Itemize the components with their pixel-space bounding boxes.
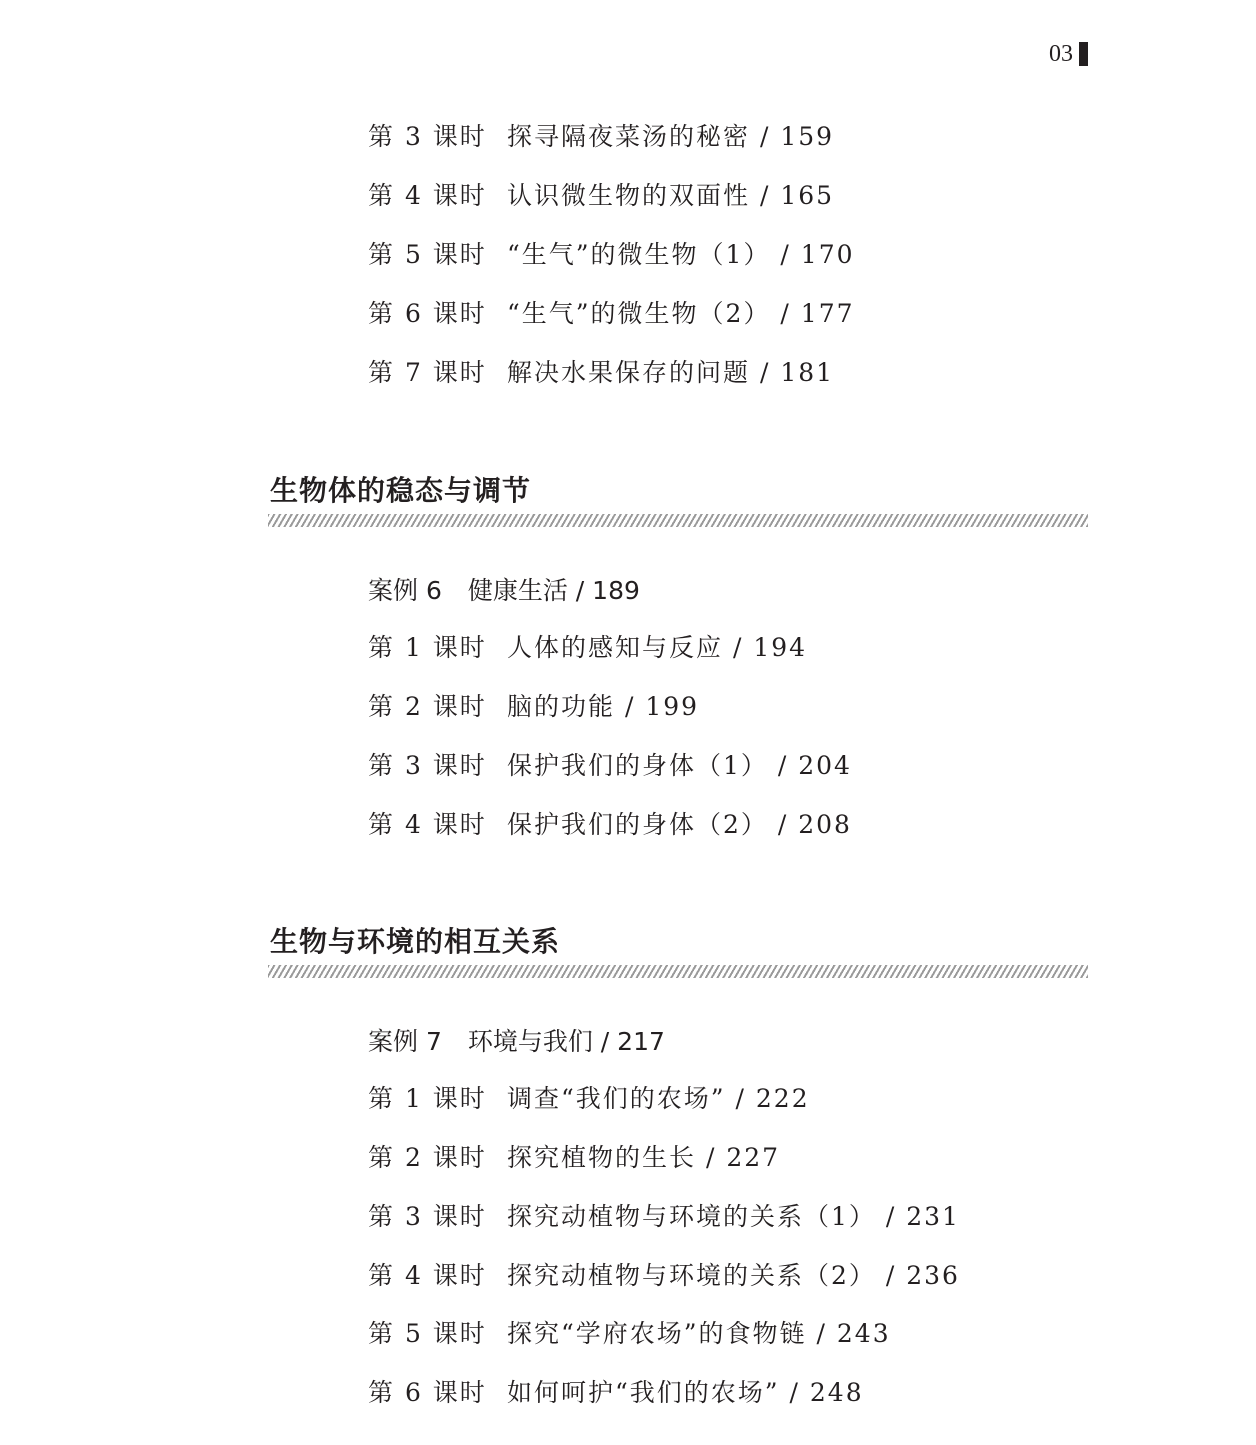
page-number-marker xyxy=(1079,42,1088,66)
lesson-number: 第 1 课时 xyxy=(368,633,487,662)
section-divider xyxy=(268,514,1088,527)
lesson-title: 脑的功能 / 199 xyxy=(507,692,700,721)
lesson-title: 认识微生物的双面性 / 165 xyxy=(507,181,835,210)
toc-entry-lesson[interactable] xyxy=(368,751,852,781)
lesson-number: 第 2 课时 xyxy=(368,1143,487,1172)
toc-entry-lesson[interactable] xyxy=(368,1261,960,1291)
lesson-title: “生气”的微生物（2） / 177 xyxy=(507,299,855,328)
toc-entry-lesson[interactable] xyxy=(368,1143,780,1173)
toc-entry-lesson[interactable] xyxy=(368,1202,960,1232)
lesson-number: 第 6 课时 xyxy=(368,1378,487,1407)
lesson-title: 探究“学府农场”的食物链 / 243 xyxy=(507,1319,891,1348)
lesson-title: 保护我们的身体（1） / 204 xyxy=(507,751,852,780)
case-title: 环境与我们 / 217 xyxy=(467,1027,665,1056)
lesson-number: 第 4 课时 xyxy=(368,1261,487,1290)
section-title: 生物与环境的相互关系 xyxy=(270,925,561,958)
lesson-number: 第 3 课时 xyxy=(368,1202,487,1231)
case-label: 案例 7 xyxy=(368,1027,442,1056)
toc-entry-lesson[interactable] xyxy=(368,181,834,211)
toc-entry-lesson[interactable] xyxy=(368,633,807,663)
lesson-number: 第 1 课时 xyxy=(368,1084,487,1113)
toc-entry-case[interactable] xyxy=(368,1027,665,1057)
lesson-title: 探究动植物与环境的关系（1） / 231 xyxy=(507,1202,960,1231)
toc-entry-lesson[interactable] xyxy=(368,299,855,329)
lesson-number: 第 5 课时 xyxy=(368,1319,487,1348)
lesson-title: 如何呵护“我们的农场” / 248 xyxy=(507,1378,864,1407)
page-number xyxy=(1049,40,1088,68)
toc-entry-lesson[interactable] xyxy=(368,358,834,388)
lesson-number: 第 6 课时 xyxy=(368,299,487,328)
section-divider xyxy=(268,965,1088,978)
lesson-number: 第 5 课时 xyxy=(368,240,487,269)
toc-entry-lesson[interactable] xyxy=(368,1084,810,1114)
lesson-title: 探究植物的生长 / 227 xyxy=(507,1143,781,1172)
case-label: 案例 6 xyxy=(368,576,442,605)
toc-entry-lesson[interactable] xyxy=(368,1319,891,1349)
lesson-number: 第 2 课时 xyxy=(368,692,487,721)
toc-entry-case[interactable] xyxy=(368,576,640,606)
lesson-title: “生气”的微生物（1） / 170 xyxy=(507,240,855,269)
section-title: 生物体的稳态与调节 xyxy=(270,474,532,507)
lesson-number: 第 4 课时 xyxy=(368,181,487,210)
page-number-text: 03 xyxy=(1049,41,1073,67)
lesson-title: 人体的感知与反应 / 194 xyxy=(507,633,808,662)
lesson-number: 第 4 课时 xyxy=(368,810,487,839)
toc-entry-lesson[interactable] xyxy=(368,692,699,722)
lesson-title: 解决水果保存的问题 / 181 xyxy=(507,358,835,387)
toc-entry-lesson[interactable] xyxy=(368,1378,864,1408)
toc-entry-lesson[interactable] xyxy=(368,240,855,270)
lesson-title: 探究动植物与环境的关系（2） / 236 xyxy=(507,1261,960,1290)
lesson-number: 第 7 课时 xyxy=(368,358,487,387)
lesson-number: 第 3 课时 xyxy=(368,751,487,780)
lesson-title: 保护我们的身体（2） / 208 xyxy=(507,810,852,839)
toc-entry-lesson[interactable] xyxy=(368,122,834,152)
toc-entry-lesson[interactable] xyxy=(368,810,852,840)
case-title: 健康生活 / 189 xyxy=(467,576,640,605)
lesson-title: 调查“我们的农场” / 222 xyxy=(507,1084,810,1113)
lesson-number: 第 3 课时 xyxy=(368,122,487,151)
lesson-title: 探寻隔夜菜汤的秘密 / 159 xyxy=(507,122,835,151)
